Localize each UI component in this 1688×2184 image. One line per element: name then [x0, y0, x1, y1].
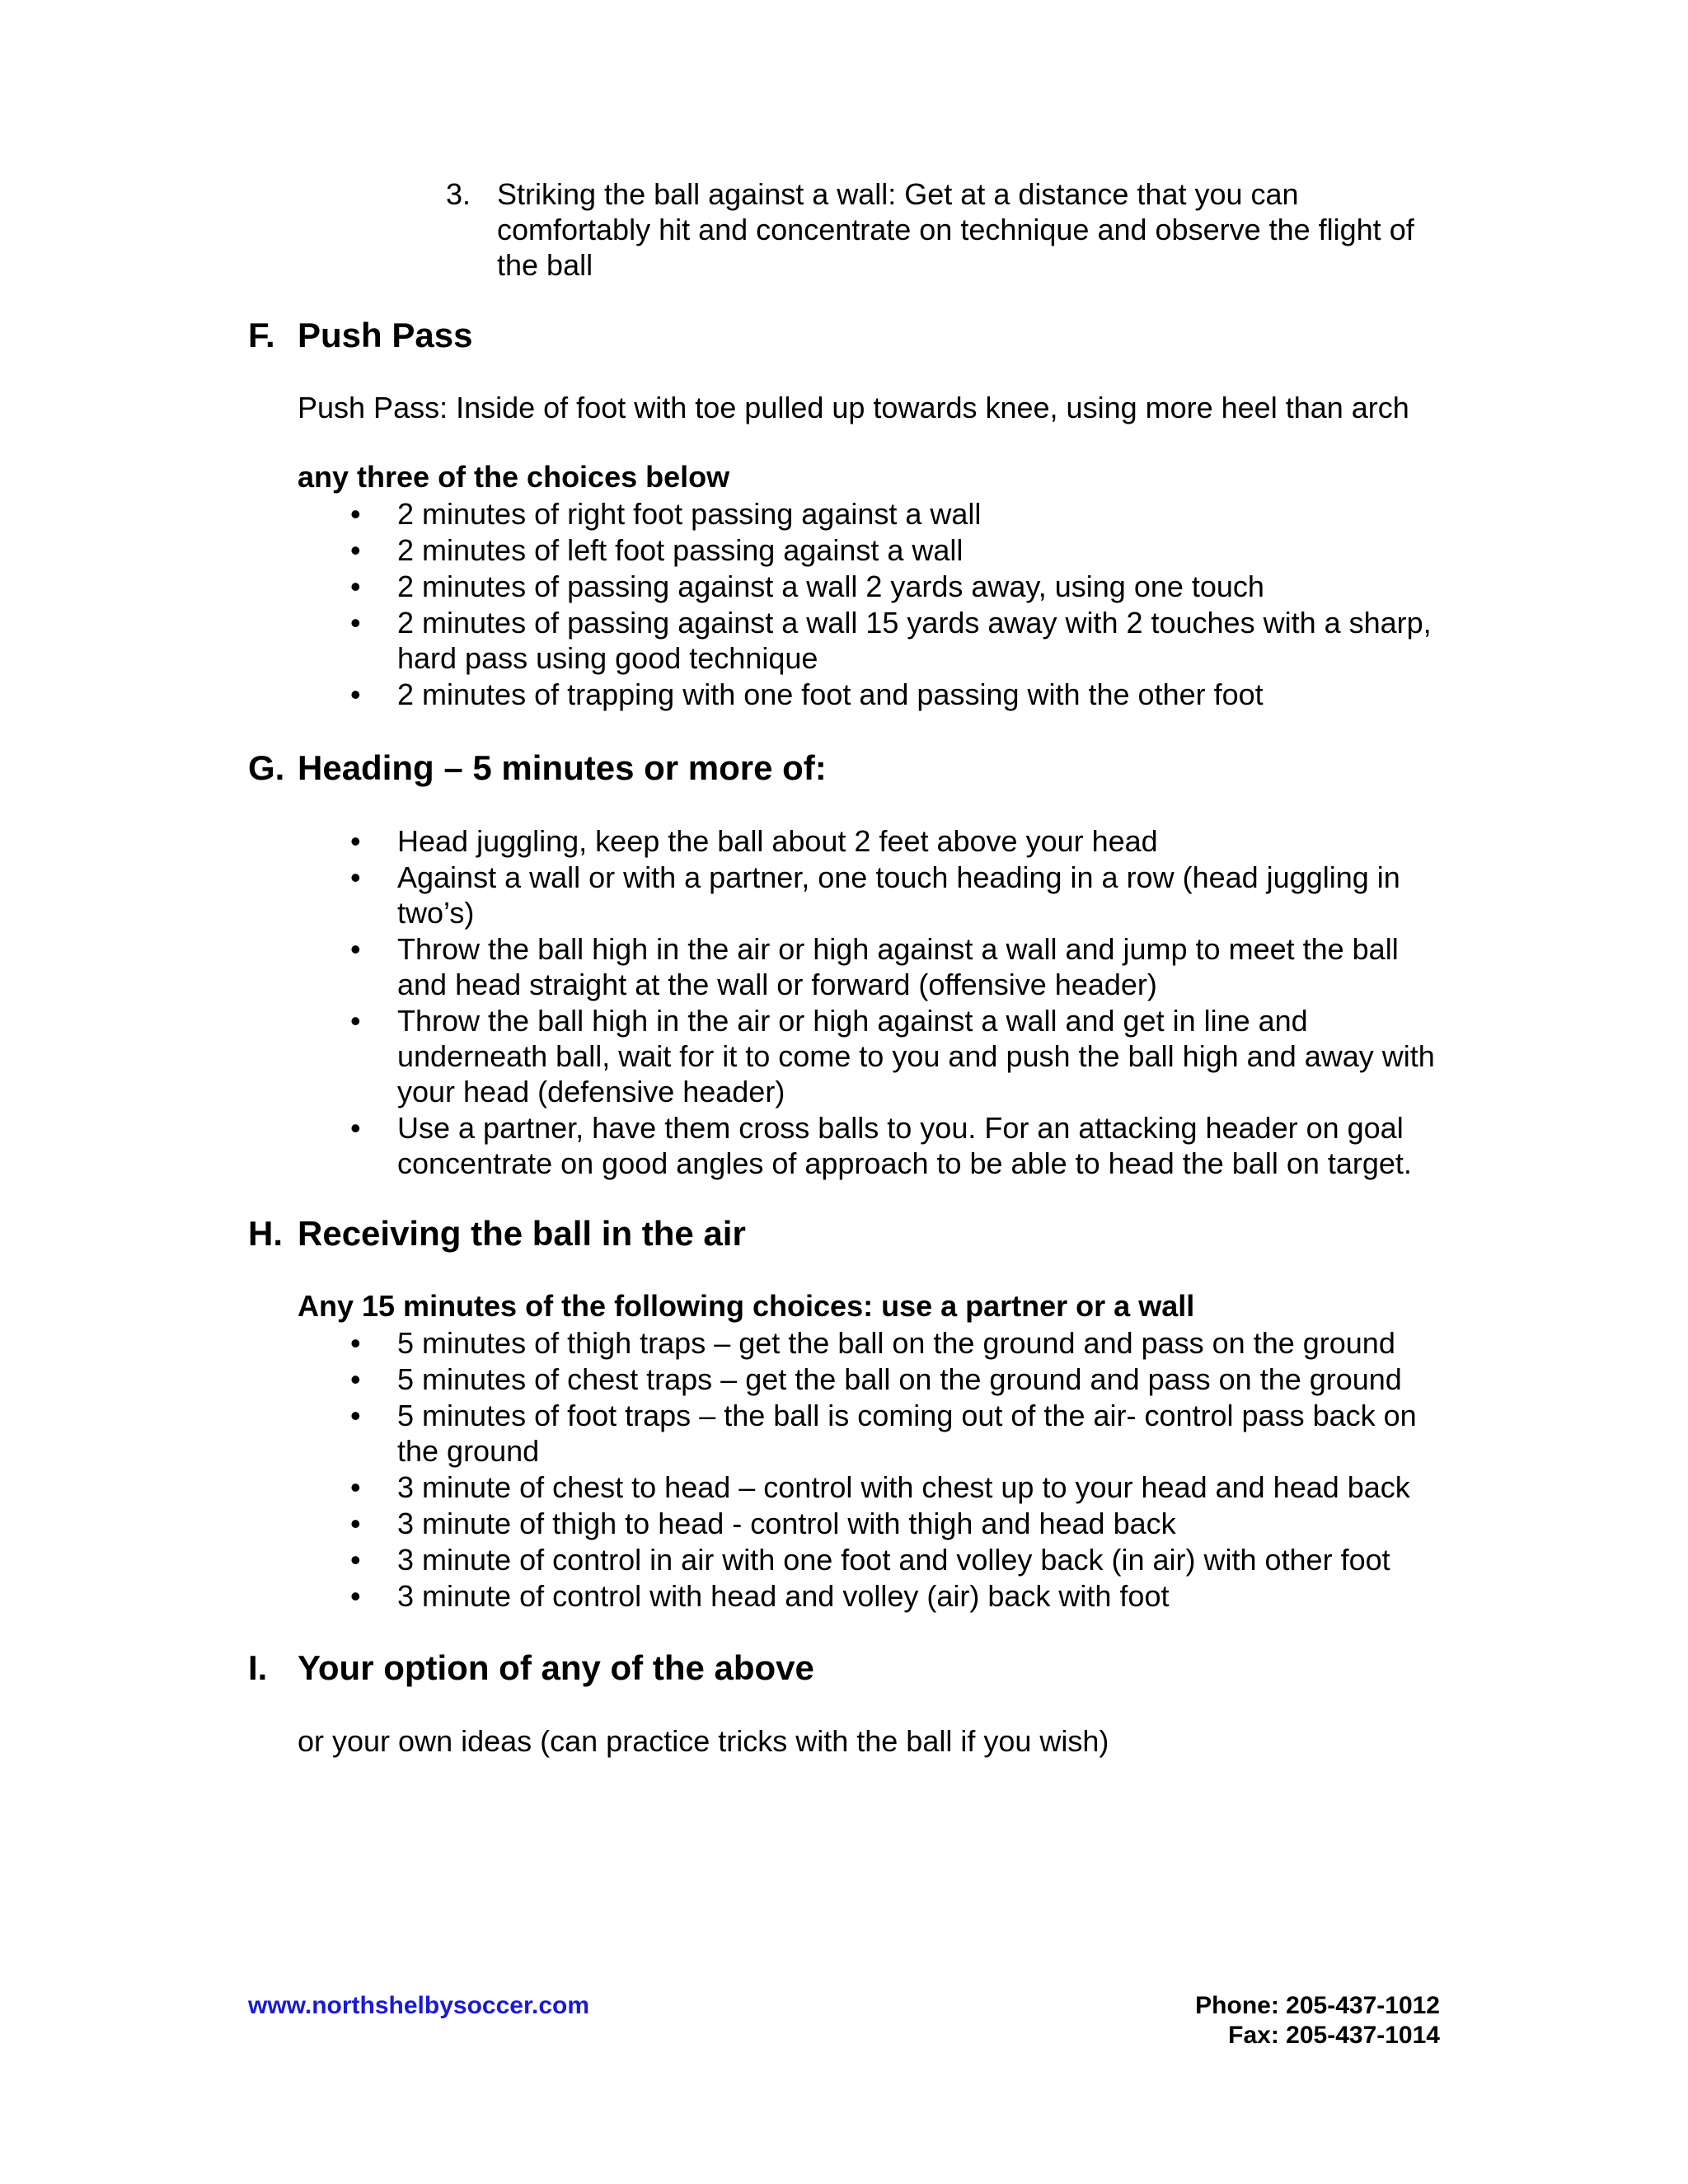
list-item: • Head juggling, keep the ball about 2 feet above your head — [350, 824, 1158, 858]
item-text: Striking the ball against a wall: Get at a distance that you can comfortably hit and concentrate on technique and observe the flight of the ball — [497, 177, 1414, 282]
bullet-icon: • — [350, 1326, 361, 1360]
bullet-icon: • — [350, 824, 361, 858]
bullet-icon: • — [350, 1111, 361, 1145]
list-item: • 3 minute of control in air with one foot and volley back (in air) with other foot — [350, 1543, 1390, 1577]
section-g-list — [347, 823, 1451, 1182]
list-item: • 2 minutes of left foot passing against a wall — [350, 533, 964, 567]
section-title: Push Pass — [298, 316, 473, 354]
section-title: Heading – 5 minutes or more of: — [298, 748, 827, 787]
section-title: Your option of any of the above — [298, 1648, 814, 1687]
section-f-description: Push Pass: Inside of foot with toe pulled up towards knee, using more heel than arch — [298, 391, 1409, 424]
list-item: • 2 minutes of right foot passing against a wall — [350, 497, 982, 531]
website-link[interactable]: www.northshelbysoccer.com — [248, 1992, 590, 2019]
bullet-icon: • — [350, 606, 361, 640]
bullet-icon: • — [350, 569, 361, 603]
bullet-icon: • — [350, 1470, 361, 1504]
bullet-icon: • — [350, 1399, 361, 1432]
fax-number: Fax: 205-437-1014 — [1228, 2022, 1440, 2049]
phone-number: Phone: 205-437-1012 — [1195, 1992, 1440, 2019]
section-letter: F. — [248, 316, 275, 354]
numbered-item-3 — [446, 176, 1451, 283]
list-item: • 2 minutes of passing against a wall 15 yards away with 2 touches with a sharp, hard pass using good technique — [350, 606, 1432, 675]
bullet-icon: • — [350, 1543, 361, 1577]
section-h-heading — [248, 1213, 1451, 1254]
list-item: • 3 minute of chest to head – control with chest up to your head and head back — [350, 1470, 1410, 1504]
bullet-icon: • — [350, 497, 361, 531]
list-item: • 2 minutes of passing against a wall 2 yards away, using one touch — [350, 569, 1264, 603]
section-letter: H. — [248, 1214, 283, 1253]
section-f-list — [347, 496, 1451, 713]
section-letter: I. — [248, 1648, 268, 1687]
bullet-icon: • — [350, 677, 361, 711]
section-h-subheading: Any 15 minutes of the following choices: use a partner or a wall — [298, 1289, 1195, 1323]
list-item: • 5 minutes of thigh traps – get the ball on the ground and pass on the ground — [350, 1326, 1395, 1360]
bullet-icon: • — [350, 533, 361, 567]
bullet-icon: • — [350, 932, 361, 966]
contact-info — [1195, 1991, 1440, 2050]
list-item: • Throw the ball high in the air or high against a wall and get in line and underneath ball, wait for it to come to you and push the ball high and away with your head (defensive header) — [350, 1004, 1435, 1108]
list-item: • Throw the ball high in the air or high against a wall and jump to meet the ball and head straight at the wall or forward (offensive header) — [350, 932, 1399, 1001]
section-f-heading — [248, 315, 1451, 356]
bullet-icon: • — [350, 860, 361, 894]
section-title: Receiving the ball in the air — [298, 1214, 746, 1253]
bullet-icon: • — [350, 1362, 361, 1396]
list-item: • Use a partner, have them cross balls to you. For an attacking header on goal concentrate on good angles of approach to be able to head the ball on target. — [350, 1111, 1412, 1180]
bullet-icon: • — [350, 1507, 361, 1540]
list-item: • 3 minute of thigh to head - control with thigh and head back — [350, 1507, 1176, 1540]
section-i-heading — [248, 1647, 1451, 1689]
list-item: • 5 minutes of foot traps – the ball is coming out of the air- control pass back on the ground — [350, 1399, 1417, 1468]
section-i-description: or your own ideas (can practice tricks with the ball if you wish) — [298, 1724, 1109, 1758]
list-item: • 5 minutes of chest traps – get the ball on the ground and pass on the ground — [350, 1362, 1402, 1396]
section-g-heading — [248, 748, 1451, 789]
list-item: • 2 minutes of trapping with one foot and passing with the other foot — [350, 677, 1264, 711]
list-item: • Against a wall or with a partner, one touch heading in a row (head juggling in two’s) — [350, 860, 1400, 930]
bullet-icon: • — [350, 1004, 361, 1038]
item-number: 3. — [446, 177, 471, 211]
section-letter: G. — [248, 748, 285, 787]
section-f-subheading: any three of the choices below — [298, 460, 730, 494]
section-h-list — [347, 1325, 1451, 1615]
bullet-icon: • — [350, 1579, 361, 1613]
list-item: • 3 minute of control with head and volley (air) back with foot — [350, 1579, 1170, 1613]
